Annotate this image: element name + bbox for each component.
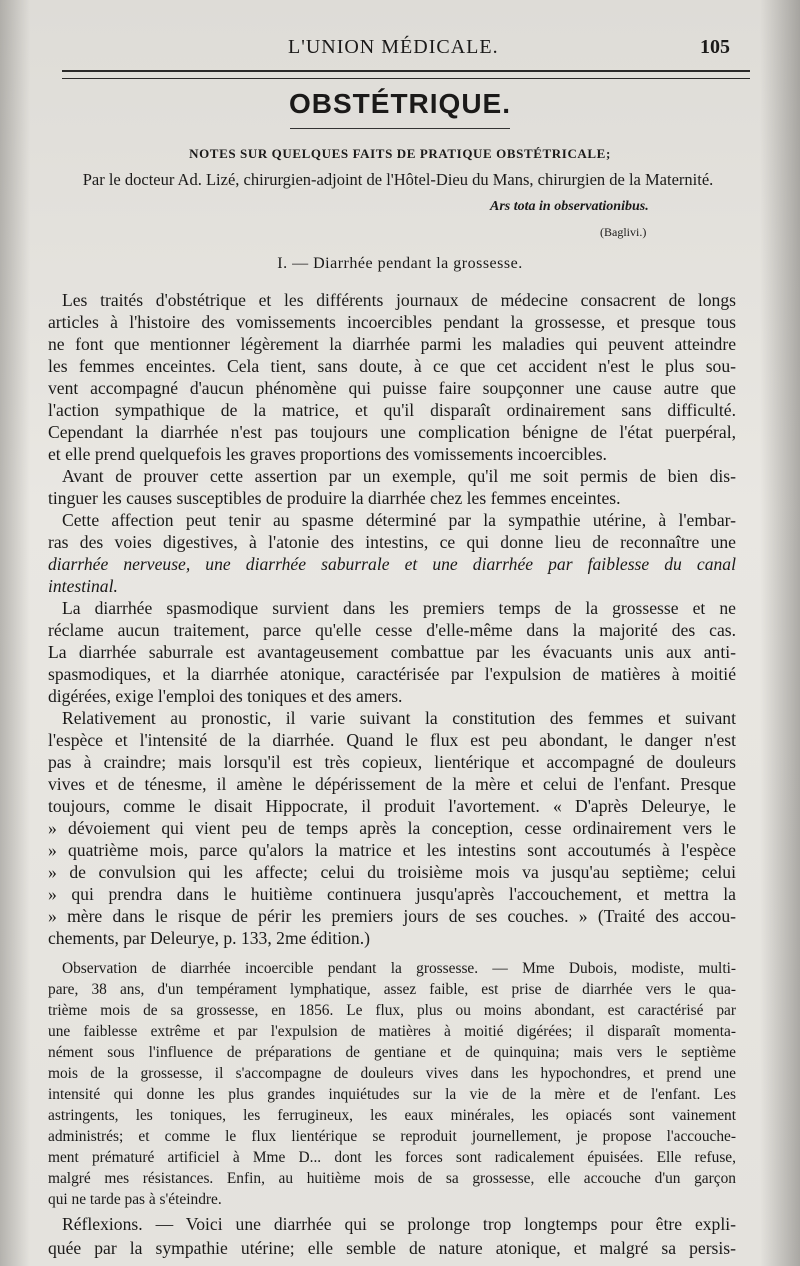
body-line: vives et de ténesme, il amène le dépérissement de la mère et celui de l'enfant. Presque <box>48 774 736 794</box>
body-line: » quatrième mois, parce qu'alors la matrice et les intestins sont accoutumés à l'espèce <box>48 840 736 860</box>
body-line: Cette affection peut tenir au spasme déterminé par la sympathie utérine, à l'embar- <box>62 510 736 530</box>
reflexions-line: Réflexions. — Voici une diarrhée qui se prolonge trop longtemps pour être expli- <box>62 1214 736 1234</box>
body-line: articles à l'histoire des vomissements incoercibles pendant la grossesse, et presque tous <box>48 312 736 332</box>
body-line: et elle prend quelquefois les graves proportions des vomissements incoercibles. <box>48 444 607 464</box>
observation-line: Observation de diarrhée incoercible pendant la grossesse. — Mme Dubois, modiste, multi- <box>62 960 736 977</box>
body-line: intestinal. <box>48 576 118 596</box>
body-line: » dévoiement qui vient peu de temps après la conception, cesse ordinairement vers le <box>48 818 736 838</box>
body-line: Avant de prouver cette assertion par un exemple, qu'il me soit permis de bien dis- <box>62 466 736 486</box>
body-line: » qui prendra dans le huitième continuera jusqu'après l'accouchement, et mettra la <box>48 884 736 904</box>
observation-line: pare, 38 ans, d'un tempérament lymphatique, assez faible, est prise de diarrhée vers le qua- <box>48 981 736 998</box>
body-line: tinguer les causes susceptibles de produire la diarrhée chez les femmes enceintes. <box>48 488 621 508</box>
section-title: OBSTÉTRIQUE. <box>288 88 511 119</box>
observation-line: ment prématuré artificiel à Mme D... dont les forces sont radicalement épuisées. Elle refuse, <box>48 1149 736 1166</box>
section-heading: I. — Diarrhée pendant la grossesse. <box>277 255 523 272</box>
reflexions-line: quée par la sympathie utérine; elle semble de nature atonique, et malgré sa persis- <box>48 1238 736 1258</box>
body-line: La diarrhée spasmodique survient dans les premiers temps de la grossesse et ne <box>62 598 736 618</box>
body-line: vent accompagné d'aucun phénomène qui puisse faire soupçonner une cause autre que <box>48 378 736 398</box>
body-line: La diarrhée saburrale est avantageusement combattue par les évacuants unis aux anti- <box>48 642 736 662</box>
article-title: NOTES SUR QUELQUES FAITS DE PRATIQUE OBSTÉTRICALE; <box>189 146 611 161</box>
observation-line: qui ne tarde pas à s'éteindre. <box>48 1191 222 1208</box>
body-line: l'espèce et l'intensité de la diarrhée. Quand le flux est peu abondant, le danger n'est <box>48 730 736 750</box>
body-line: Relativement au pronostic, il varie suivant la constitution des femmes et suivant <box>62 708 736 728</box>
epigraph-author: (Baglivi.) <box>600 225 647 239</box>
observation-line: nément sous l'influence de préparations de gentiane et de quinquina; mais vers le septième <box>48 1044 736 1061</box>
body-line: spasmodiques, et la diarrhée atonique, caractérisée par l'expulsion de matières à moitié <box>48 664 736 684</box>
body-line: les femmes enceintes. Cela tient, sans doute, à ce que cet accident n'est le plus sou- <box>48 356 736 376</box>
body-line: chements, par Deleurye, p. 133, 2me édition.) <box>48 928 370 948</box>
body-line: » mère dans le risque de périr les premiers jours de ses couches. » (Traité des accou- <box>48 906 736 926</box>
body-line: digérées, exige l'emploi des toniques et des amers. <box>48 686 403 706</box>
body-line: Les traités d'obstétrique et les différents journaux de médecine consacrent de longs <box>62 290 736 310</box>
title-rule <box>290 128 510 129</box>
body-line: réclame aucun traitement, parce qu'elle cesse d'elle-même dans la majorité des cas. <box>48 620 736 640</box>
body-line: diarrhée nerveuse, une diarrhée saburrale et une diarrhée par faiblesse du canal <box>48 554 736 574</box>
observation-line: intensité qui donne les plus grandes inquiétudes sur la vie de la mère et de l'enfant. Les <box>48 1086 736 1103</box>
body-line: ne font que mentionner légèrement la diarrhée parmi les maladies qui peuvent atteindre <box>48 334 736 354</box>
body-line: toujours, comme le disait Hippocrate, il produit l'avortement. « D'après Deleurye, le <box>48 796 736 816</box>
body-line: l'action sympathique de la matrice, et qu'il disparaît ordinairement sans difficulté. <box>48 400 736 420</box>
page-edge-shadow <box>760 0 800 1266</box>
header-rule-thin <box>62 78 750 79</box>
epigraph: Ars tota in observationibus. <box>490 199 649 214</box>
observation-line: malgré mes résistances. Enfin, au huitième mois de sa grossesse, elle accouche d'un garçon <box>48 1170 736 1187</box>
observation-line: mois de la grossesse, il s'accompagne de douleurs vives dans les hypochondres, et prend une <box>48 1065 736 1082</box>
running-head <box>0 36 800 66</box>
header-rule <box>62 70 750 72</box>
body-line: Cependant la diarrhée n'est pas toujours une complication bénigne de l'état puerpéral, <box>48 422 736 442</box>
observation-line: astringents, les toniques, les ferrugineux, les eaux minérales, les opiacés sont vainement <box>48 1107 736 1124</box>
observation-line: trième mois de sa grossesse, en 1856. Le flux, plus ou moins abondant, est caractérisé par <box>48 1002 736 1019</box>
page-gutter-shadow <box>0 0 30 1266</box>
body-line: pas à craindre; mais lorsqu'il est très copieux, lientérique et accompagné de douleurs <box>48 752 736 772</box>
page-number: 105 <box>700 36 730 58</box>
body-line: » de convulsion qui les affecte; celui du troisième mois va jusqu'au septième; celui <box>48 862 736 882</box>
observation-line: une faiblesse extrême et par l'expulsion de matières à moitié digérées; il disparaît momenta- <box>48 1023 736 1040</box>
observation-line: administrés; et comme le flux lientérique se reproduit journellement, je propose l'accouche- <box>48 1128 736 1145</box>
byline: Par le docteur Ad. Lizé, chirurgien-adjoint de l'Hôtel-Dieu du Mans, chirurgien de la Maternité. <box>82 170 714 189</box>
body-line: ras des voies digestives, à l'atonie des intestins, ce qui donne lieu de reconnaître une <box>48 532 736 552</box>
running-title: L'UNION MÉDICALE. <box>288 36 499 58</box>
